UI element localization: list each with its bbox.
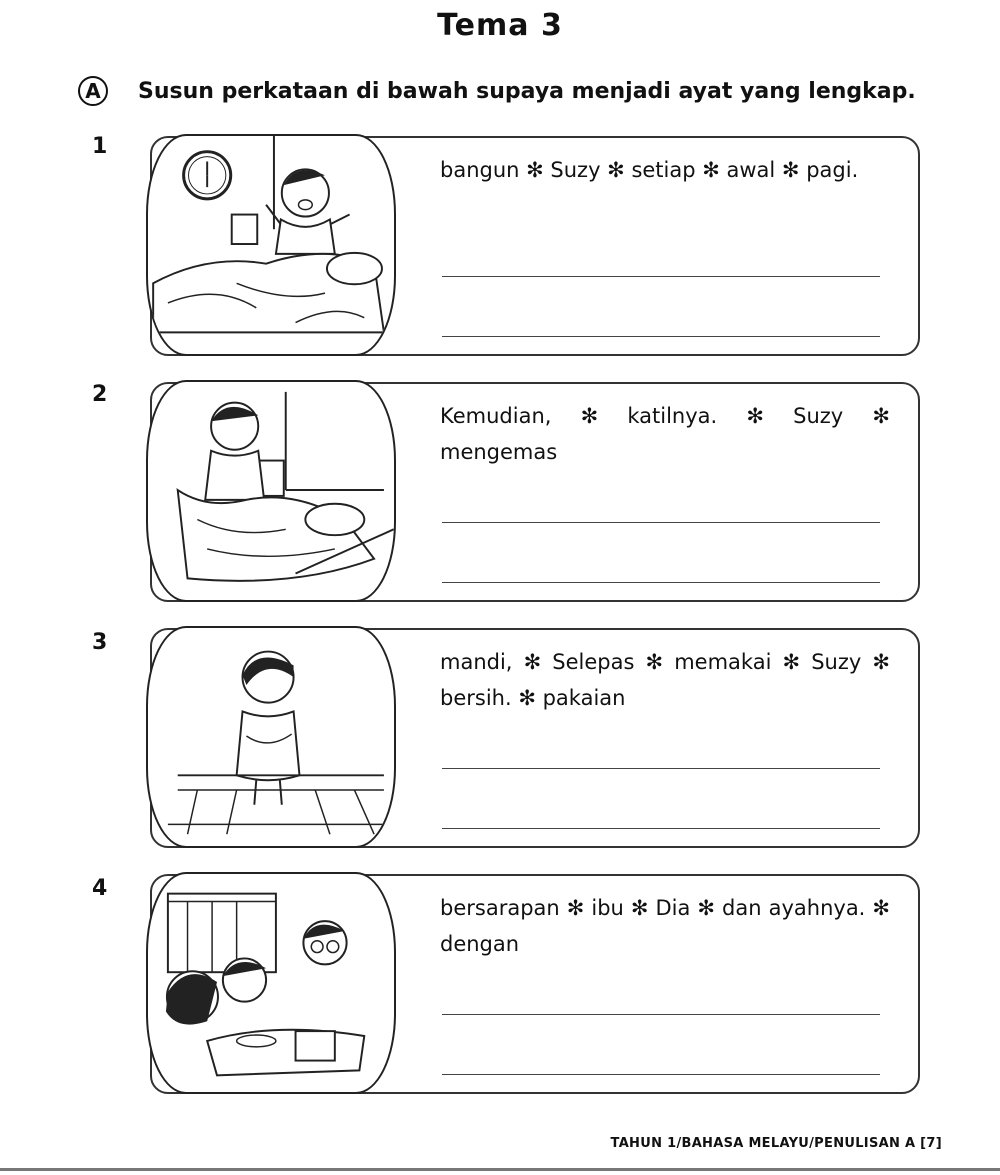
getting-dressed-drawing <box>148 628 394 846</box>
question-number-1: 1 <box>92 134 108 159</box>
answer-line-1b[interactable] <box>442 336 880 337</box>
answer-line-2a[interactable] <box>442 522 880 523</box>
answer-line-1a[interactable] <box>442 276 880 277</box>
illustration-getting-dressed <box>146 626 396 848</box>
question-card-4 <box>150 874 920 1094</box>
section-badge: A <box>78 76 108 106</box>
waking-up-drawing <box>148 136 394 354</box>
section-instruction: Susun perkataan di bawah supaya menjadi ayat yang lengkap. <box>138 78 916 104</box>
scrambled-words-4: bersarapan ✻ ibu ✻ Dia ✻ dan ayahnya. ✻ dengan <box>440 896 890 956</box>
answer-line-4b[interactable] <box>442 1074 880 1075</box>
question-card-3 <box>150 628 920 848</box>
illustration-waking-up <box>146 134 396 356</box>
scrambled-words-2: Kemudian, ✻ katilnya. ✻ Suzy ✻ mengemas <box>440 404 890 464</box>
answer-line-3b[interactable] <box>442 828 880 829</box>
illustration-making-bed <box>146 380 396 602</box>
section-header <box>78 76 916 106</box>
making-bed-drawing <box>148 382 394 600</box>
scrambled-words-3: mandi, ✻ Selepas ✻ memakai ✻ Suzy ✻ bersih. ✻ pakaian <box>440 650 890 710</box>
scrambled-words-1: bangun ✻ Suzy ✻ setiap ✻ awal ✻ pagi. <box>440 158 859 182</box>
question-number-4: 4 <box>92 876 108 901</box>
illustration-breakfast <box>146 872 396 1094</box>
answer-line-4a[interactable] <box>442 1014 880 1015</box>
footer-label: TAHUN 1/BAHASA MELAYU/PENULISAN A [7] <box>610 1136 942 1151</box>
page-title: Tema 3 <box>437 8 563 43</box>
question-number-2: 2 <box>92 382 108 407</box>
answer-line-3a[interactable] <box>442 768 880 769</box>
answer-line-2b[interactable] <box>442 582 880 583</box>
question-number-3: 3 <box>92 630 108 655</box>
question-card-2 <box>150 382 920 602</box>
question-card-1 <box>150 136 920 356</box>
breakfast-drawing <box>148 874 394 1092</box>
bottom-rule <box>0 1168 1000 1171</box>
